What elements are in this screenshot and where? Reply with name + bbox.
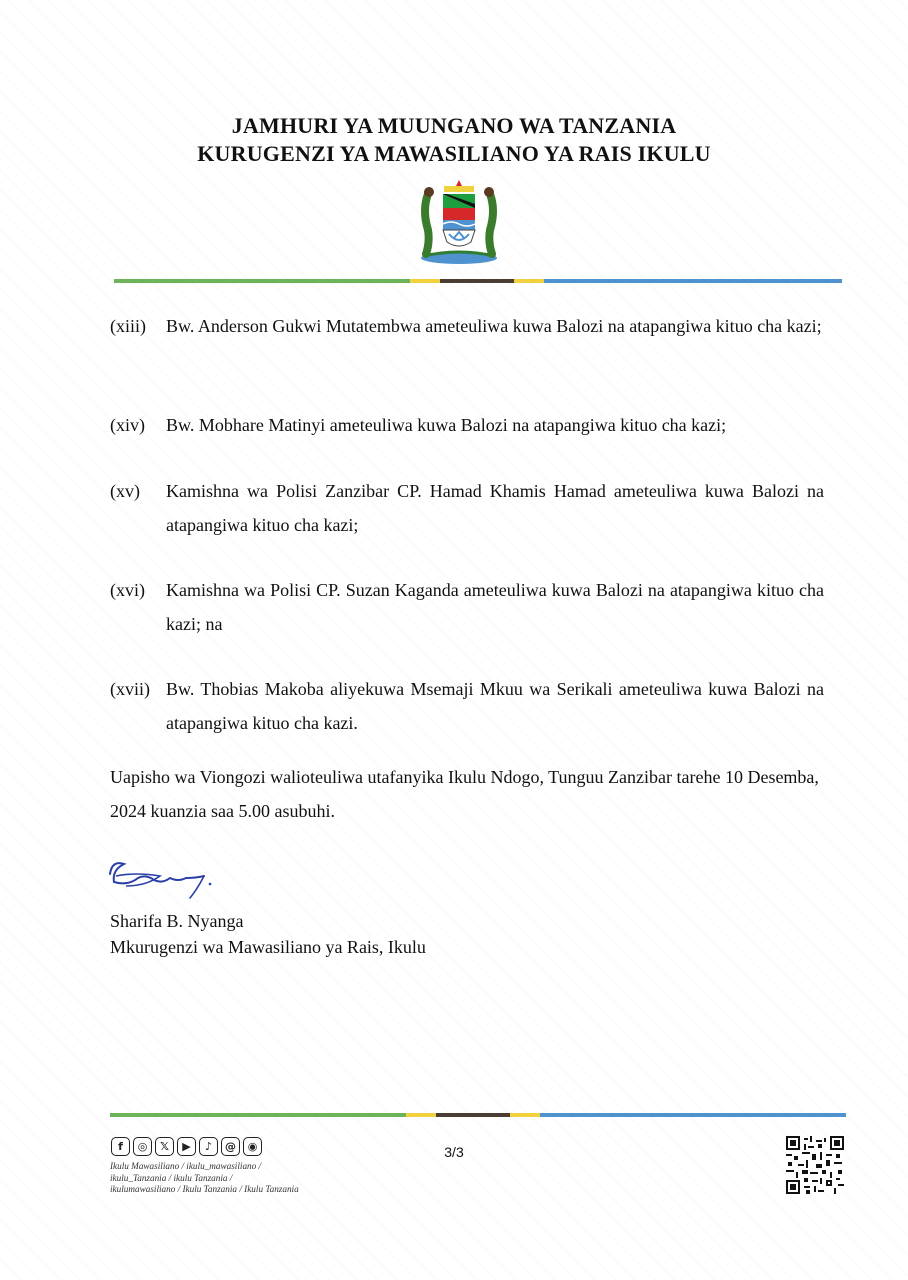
list-item: [110, 573, 824, 641]
signatory-name: Sharifa B. Nyanga: [110, 911, 244, 931]
list-item-number: (xiii): [110, 316, 146, 336]
social-handles: [110, 1161, 340, 1196]
list-item-text: Bw. Mobhare Matinyi ameteuliwa kuwa Balozi na atapangiwa kituo cha kazi;: [166, 415, 727, 435]
list-item-text: Kamishna wa Polisi Zanzibar CP. Hamad Khamis Hamad ameteuliwa kuwa Balozi na atapangiwa kituo cha kazi;: [166, 481, 824, 535]
facebook-icon[interactable]: f: [111, 1137, 130, 1156]
list-item-number: (xvii): [110, 679, 150, 699]
list-item: [110, 474, 824, 542]
threads-icon[interactable]: @: [221, 1137, 240, 1156]
youtube-icon[interactable]: ▶: [177, 1137, 196, 1156]
qr-code-icon[interactable]: [786, 1136, 844, 1194]
list-item-text: Bw. Thobias Makoba aliyekuwa Msemaji Mkuu wa Serikali ameteuliwa kuwa Balozi na atapangiwa kituo cha kazi.: [166, 679, 824, 733]
list-item: [110, 672, 824, 740]
list-item-text: Kamishna wa Polisi CP. Suzan Kaganda ameteuliwa kuwa Balozi na atapangiwa kituo cha kazi; na: [166, 580, 824, 634]
footer-color-rule: [110, 1113, 846, 1117]
page-number: 3/3: [444, 1144, 464, 1160]
header-line-2: KURUGENZI YA MAWASILIANO YA RAIS IKULU: [197, 141, 711, 166]
list-item: [110, 309, 824, 343]
signatory-title: Mkurugenzi wa Mawasiliano ya Rais, Ikulu: [110, 937, 426, 957]
list-item-text: Bw. Anderson Gukwi Mutatembwa ameteuliwa kuwa Balozi na atapangiwa kituo cha kazi;: [166, 316, 822, 336]
handles-line-1: Ikulu Mawasiliano / ikulu_mawasiliano /: [110, 1161, 262, 1171]
list-item: [110, 408, 824, 442]
list-item-number: (xv): [110, 481, 140, 501]
list-item-number: (xiv): [110, 415, 145, 435]
instagram-icon[interactable]: ◎: [133, 1137, 152, 1156]
handles-line-3: ikulumawasiliano / Ikulu Tanzania / Ikulu Tanzania: [110, 1184, 299, 1194]
coat-of-arms-icon: [416, 180, 502, 266]
handles-line-2: ikulu_Tanzania / ikulu Tanzania /: [110, 1172, 233, 1183]
list-item-number: (xvi): [110, 580, 145, 600]
podcast-icon[interactable]: ◉: [243, 1137, 262, 1156]
tiktok-icon[interactable]: ♪: [199, 1137, 218, 1156]
header-line-1: JAMHURI YA MUUNGANO WA TANZANIA: [231, 113, 677, 138]
x-icon[interactable]: 𝕏: [155, 1137, 174, 1156]
closing-paragraph: Uapisho wa Viongozi walioteuliwa utafanyika Ikulu Ndogo, Tunguu Zanzibar tarehe 10 Desemba, 2024 kuanzia saa 5.00 asubuhi.: [110, 767, 819, 821]
signature: [106, 852, 216, 908]
header-color-rule: [114, 279, 842, 283]
